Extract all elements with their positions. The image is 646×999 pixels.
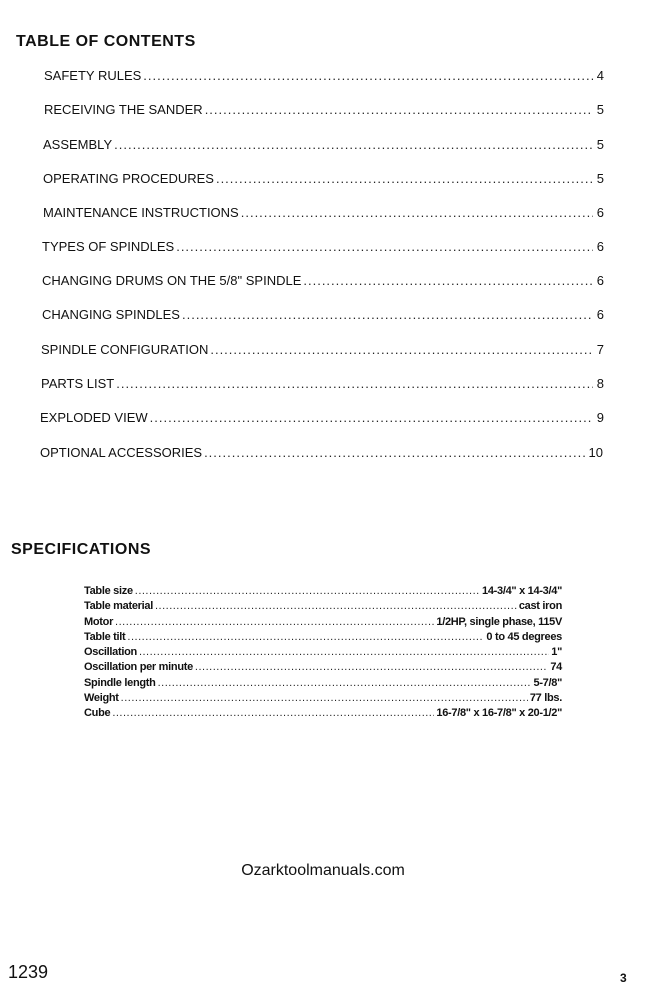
toc-entry-label: ASSEMBLY [43, 137, 113, 152]
model-number: 1239 [8, 962, 49, 982]
spec-value: 5-7/8" [533, 677, 562, 689]
toc-entry-page: 5 [596, 171, 604, 186]
page-number: 3 [620, 971, 627, 985]
toc-entry[interactable] [41, 376, 604, 391]
spec-value: 0 to 45 degrees [486, 631, 562, 643]
toc-entry[interactable] [40, 410, 604, 425]
spec-row [84, 661, 562, 673]
toc-entry-label: PARTS LIST [41, 376, 115, 391]
spec-value: 1" [551, 646, 562, 658]
spec-row [84, 692, 562, 704]
leader-dots [115, 616, 434, 628]
spec-value: cast iron [518, 600, 562, 612]
leader-dots [112, 707, 434, 719]
toc-entry[interactable] [40, 445, 603, 460]
leader-dots [121, 692, 528, 704]
spec-value: 14-3/4" x 14-3/4" [482, 585, 562, 597]
leader-dots [210, 342, 592, 357]
spec-row [84, 646, 562, 658]
spec-value: 1/2HP, single phase, 115V [436, 616, 562, 628]
toc-entry[interactable] [41, 342, 604, 357]
toc-entry-page: 6 [596, 273, 604, 288]
toc-entry-label: SAFETY RULES [44, 68, 142, 83]
leader-dots [116, 376, 593, 391]
spec-value: 74 [550, 661, 562, 673]
leader-dots [303, 273, 592, 288]
spec-label: Motor [84, 616, 114, 628]
spec-label: Table material [84, 600, 153, 612]
toc-entry[interactable] [44, 68, 604, 83]
toc-entry-label: SPINDLE CONFIGURATION [41, 342, 209, 357]
toc-entry-page: 9 [596, 410, 604, 425]
leader-dots [216, 171, 593, 186]
leader-dots [205, 102, 593, 117]
toc-entry-label: EXPLODED VIEW [40, 410, 148, 425]
toc-entry[interactable] [42, 307, 604, 322]
toc-entry-label: CHANGING DRUMS ON THE 5/8" SPINDLE [42, 273, 302, 288]
spec-row [84, 707, 562, 719]
leader-dots [176, 239, 593, 254]
spec-row [84, 600, 562, 612]
toc-entry-page: 5 [596, 102, 604, 117]
spec-label: Table size [84, 585, 133, 597]
toc-entry-label: MAINTENANCE INSTRUCTIONS [43, 205, 239, 220]
toc-entry[interactable] [43, 205, 604, 220]
spec-label: Oscillation [84, 646, 137, 658]
leader-dots [195, 661, 548, 673]
toc-entry-label: RECEIVING THE SANDER [44, 102, 203, 117]
toc-entry-page: 8 [596, 376, 604, 391]
toc-entry-label: CHANGING SPINDLES [42, 307, 180, 322]
toc-entry-page: 6 [596, 205, 604, 220]
toc-entry[interactable] [44, 102, 604, 117]
leader-dots [204, 445, 584, 460]
toc-entry-page: 5 [596, 137, 604, 152]
leader-dots [150, 410, 593, 425]
toc-entry-page: 4 [596, 68, 604, 83]
spec-label: Weight [84, 692, 119, 704]
website-text: Ozarktoolmanuals.com [241, 862, 405, 879]
leader-dots [114, 137, 593, 152]
toc-title: TABLE OF CONTENTS [16, 33, 196, 50]
leader-dots [139, 646, 549, 658]
spec-row [84, 616, 562, 628]
spec-label: Cube [84, 707, 111, 719]
specs-title: SPECIFICATIONS [11, 541, 152, 558]
spec-label: Oscillation per minute [84, 661, 193, 673]
toc-entry[interactable] [42, 273, 604, 288]
leader-dots [158, 677, 532, 689]
spec-label: Spindle length [84, 677, 156, 689]
spec-value: 77 lbs. [529, 692, 562, 704]
spec-label: Table tilt [84, 631, 126, 643]
toc-entry-label: OPTIONAL ACCESSORIES [40, 445, 203, 460]
toc-entry-page: 10 [588, 445, 603, 460]
spec-row [84, 677, 562, 689]
spec-row [84, 585, 562, 597]
toc-entry[interactable] [43, 137, 604, 152]
leader-dots [143, 68, 592, 83]
toc-entry-page: 6 [596, 307, 604, 322]
leader-dots [127, 631, 484, 643]
leader-dots [155, 600, 517, 612]
toc-entry[interactable] [43, 171, 604, 186]
toc-entry-page: 6 [596, 239, 604, 254]
toc-entry-label: TYPES OF SPINDLES [42, 239, 175, 254]
spec-row [84, 631, 562, 643]
spec-value: 16-7/8" x 16-7/8" x 20-1/2" [436, 707, 562, 719]
leader-dots [241, 205, 593, 220]
toc-entry[interactable] [42, 239, 604, 254]
toc-entry-label: OPERATING PROCEDURES [43, 171, 214, 186]
leader-dots [135, 585, 480, 597]
leader-dots [182, 307, 593, 322]
toc-entry-page: 7 [596, 342, 604, 357]
